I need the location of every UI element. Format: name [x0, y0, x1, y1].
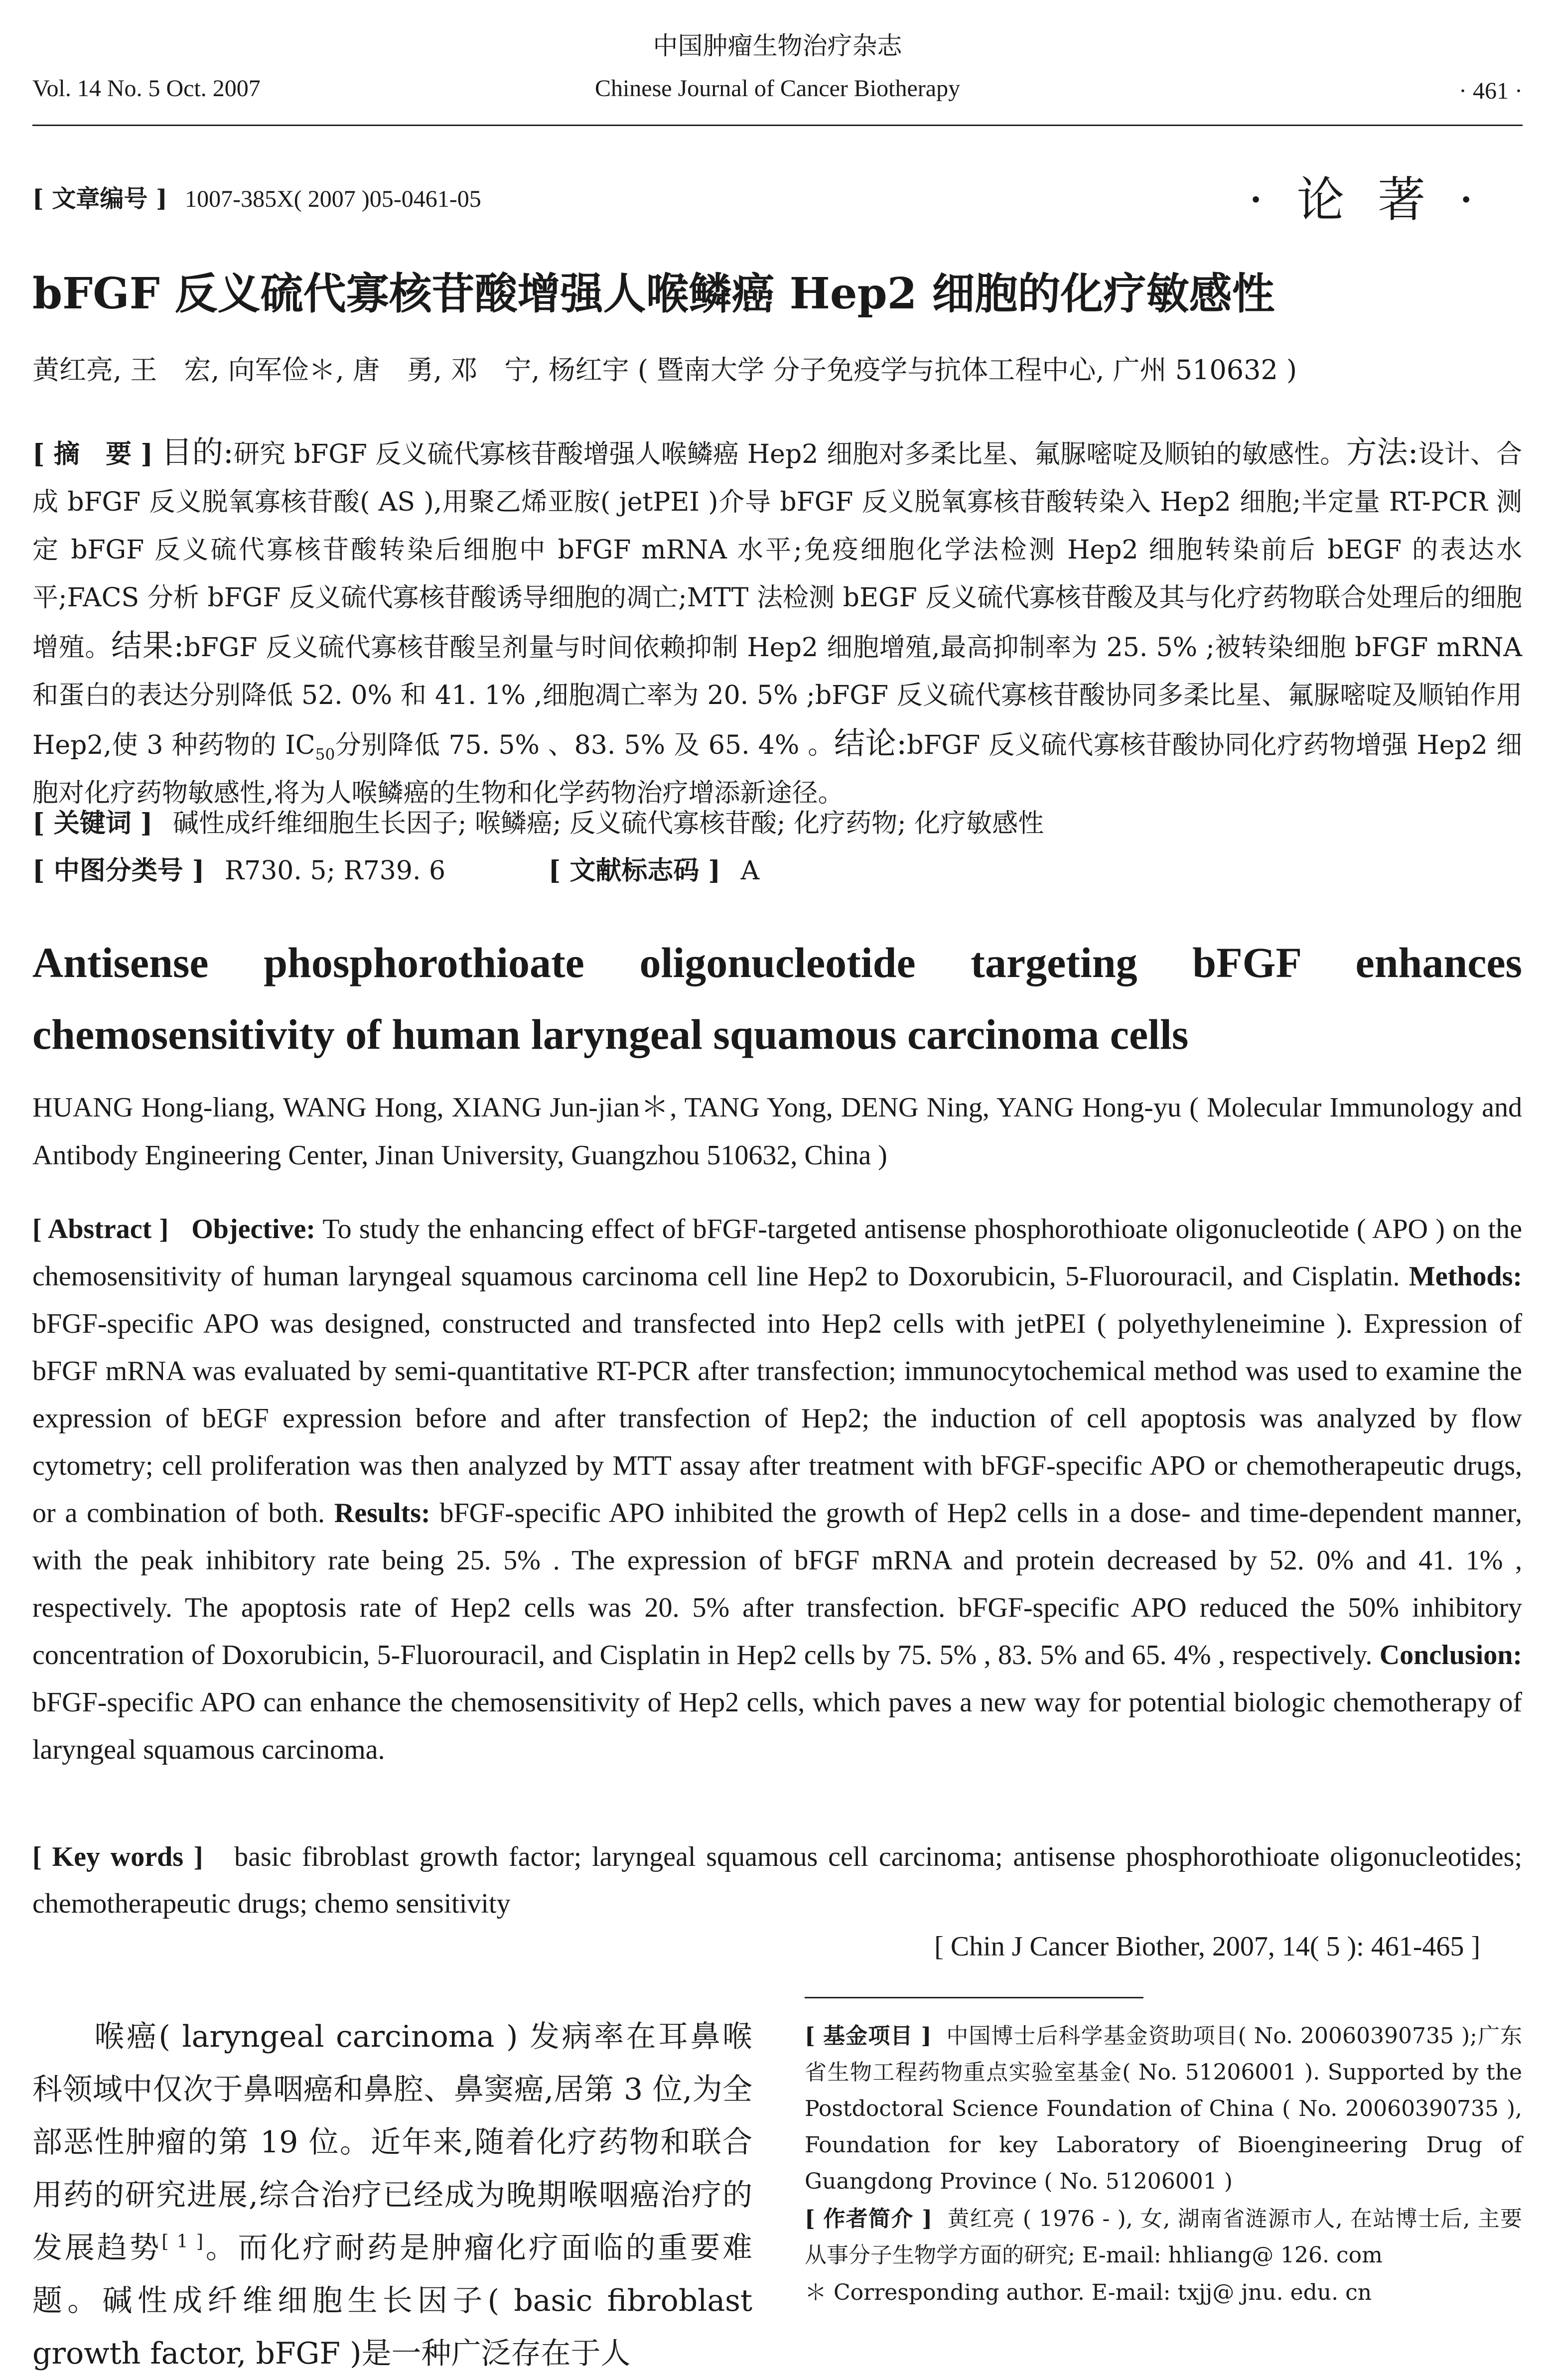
classification: [32, 849, 759, 887]
author-footnote: [805, 2201, 1522, 2273]
results-label-cn: 结果:: [111, 627, 184, 664]
article-number-value: 1007-385X( 2007 )05-0461-05: [185, 186, 481, 212]
journal-name-cn: 中国肿瘤生物治疗杂志: [653, 31, 902, 60]
abstract-en: [32, 1206, 1522, 1774]
objective-label-en: Objective:: [191, 1214, 316, 1245]
fund-text: 中国博士后科学基金资助项目( No. 20060390735 );广东省生物工程药物重点实验室基金( No. 51206001 ). Supported by the Postdoctoral Science Foundation of China ( No. 20060390735 ), Foundation for key Laboratory of Bioengineering Drug of Guangdong Province ( No. 51206001 ): [805, 2023, 1522, 2194]
author-bio-label: [ 作者简介 ]: [805, 2206, 933, 2232]
objective-cn: 研究 bFGF 反义硫代寡核苷酸增强人喉鳞癌 Hep2 细胞对多柔比星、氟脲嘧啶及顺铂的敏感性。: [233, 439, 1346, 469]
volume-info: Vol. 14 No. 5 Oct. 2007: [32, 75, 261, 102]
introduction-text: [32, 2010, 752, 2380]
authors-en: HUANG Hong-liang, WANG Hong, XIANG Jun-jian＊, TANG Yong, DENG Ning, YANG Hong-yu ( Molecular Immunology and Antibody Engineering Center, Jinan University, Guangzhou 510632, China ): [32, 1092, 1522, 1171]
results-label-en: Results:: [334, 1498, 430, 1529]
results-cn-cont: 分别降低 75. 5% 、83. 5% 及 65. 4% 。: [335, 730, 835, 760]
article-number: [32, 179, 481, 214]
objective-en: To study the enhancing effect of bFGF-targeted antisense phosphorothioate oligonucleotide ( APO ) on the chemosensitivity of human laryngeal squamous carcinoma cell line Hep2 to Doxorubicin, 5-Fluorouracil, and Cisplatin.: [32, 1214, 1522, 1292]
abstract-cn-label: [ 摘 要 ]: [32, 439, 153, 469]
paper-title-cn: bFGF 反义硫代寡核苷酸增强人喉鳞癌 Hep2 细胞的化疗敏感性: [32, 269, 1275, 319]
keywords-en-value: basic fibroblast growth factor; laryngeal squamous cell carcinoma; antisense phosphorothioate oligonucleotides; chemotherapeutic drugs; chemo sensitivity: [32, 1841, 1522, 1919]
fund-footnote: [805, 2018, 1522, 2200]
methods-en: bFGF-specific APO was designed, constructed and transfected into Hep2 cells with jetPEI ( polyethyleneimine ). Expression of bFGF mRNA was evaluated by semi-quantitative RT-PCR after transfection; immunocytochemical method was used to examine the expression of bEGF expression before and after transfection of Hep2; the induction of cell apoptosis was analyzed by flow cytometry; cell proliferation was then analyzed by MTT assay after treatment with bFGF-specific APO or chemotherapeutic drugs, or a combination of both.: [32, 1308, 1522, 1529]
paper-title-en: Antisense phosphorothioate oligonucleotide targeting bFGF enhances chemosensitivity of human laryngeal squamous carcinoma cells: [32, 939, 1522, 1058]
conclusion-en: bFGF-specific APO can enhance the chemosensitivity of Hep2 cells, which paves a new way for potential biologic chemotherapy of laryngeal squamous carcinoma.: [32, 1687, 1522, 1765]
corresponding-footnote: ＊ Corresponding author. E-mail: txjj@ jnu. edu. cn: [805, 2280, 1372, 2305]
footnote-divider: [805, 1997, 1143, 1998]
methods-cn: 设计、合成 bFGF 反义脱氧寡核苷酸( AS ),用聚乙烯亚胺( jetPEI )介导 bFGF 反义脱氧寡核苷酸转染入 Hep2 细胞;半定量 RT-PCR 测定 bFGF 反义硫代寡核苷酸转染后细胞中 bFGF mRNA 水平;免疫细胞化学法检测 Hep2 细胞转染前后 bEGF 的表达水平;FACS 分析 bFGF 反义硫代寡核苷酸诱导细胞的凋亡;MTT 法检测 bEGF 反义硫代寡核苷酸及其与化疗药物联合处理后的细胞增殖。: [32, 439, 1523, 663]
keywords-cn-value: 碱性成纤维细胞生长因子; 喉鳞癌; 反义硫代寡核苷酸; 化疗药物; 化疗敏感性: [172, 809, 1044, 839]
ic50-subscript: 50: [315, 745, 335, 764]
author-bio-text: 黄红亮 ( 1976 - ), 女, 湖南省涟源市人, 在站博士后, 主要从事分子生物学方面的研究; E-mail: hhliang@ 126. com: [805, 2206, 1522, 2268]
page-number: · 461 ·: [1459, 78, 1523, 104]
footnotes: [805, 2018, 1522, 2312]
citation: [ Chin J Cancer Biother, 2007, 14( 5 ): 461-465 ]: [934, 1931, 1480, 1962]
document-code-label: [ 文献标志码 ]: [548, 855, 721, 886]
results-cn: bFGF 反义硫代寡核苷酸呈剂量与时间依赖抑制 Hep2 细胞增殖,最高抑制率为 25. 5% ;被转染细胞 bFGF mRNA 和蛋白的表达分别降低 52. 0% 和 41. 1% ,细胞凋亡率为 20. 5% ;bFGF 反义硫代寡核苷酸协同多柔比星、氟脲嘧啶及顺铂作用 Hep2,使 3 种药物的 IC: [32, 633, 1522, 760]
fund-label: [ 基金项目 ]: [805, 2023, 932, 2049]
classification-label: [ 中图分类号 ]: [32, 855, 205, 886]
conclusion-cn: bFGF 反义硫代寡核苷酸协同化疗药物增强 Hep2 细胞对化疗药物敏感性,将为人喉鳞癌的生物和化学药物治疗增添新途径。: [32, 730, 1523, 808]
keywords-en: [32, 1833, 1522, 1927]
authors-cn: 黄红亮, 王 宏, 向军俭＊, 唐 勇, 邓 宁, 杨红宇 ( 暨南大学 分子免疫学与抗体工程中心, 广州 510632 ): [32, 354, 1297, 386]
results-en: bFGF-specific APO inhibited the growth of Hep2 cells in a dose- and time-dependent manner, with the peak inhibitory rate being 25. 5% . The expression of bFGF mRNA and protein decreased by 52. 0% and 41. 1% , respectively. The apoptosis rate of Hep2 cells was 20. 5% after transfection. bFGF-specific APO reduced the 50% inhibitory concentration of Doxorubicin, 5-Fluorouracil, and Cisplatin in Hep2 cells by 75. 5% , 83. 5% and 65. 4% , respectively.: [32, 1498, 1522, 1671]
abstract-en-label: [ Abstract ]: [32, 1214, 169, 1245]
header-divider: [32, 125, 1523, 126]
article-number-label: [ 文章编号 ]: [32, 185, 167, 213]
conclusion-label-cn: 结论:: [834, 725, 907, 761]
reference-marker[interactable]: [ 1 ]: [161, 2232, 203, 2252]
intro-text-part2: 。而化疗耐药是肿瘤化疗面临的重要难题。碱性成纤维细胞生长因子( basic fibroblast growth factor, bFGF )是一种广泛存在于人: [32, 2231, 752, 2371]
classification-value: R730. 5; R739. 6: [224, 856, 446, 886]
methods-label-en: Methods:: [1409, 1261, 1523, 1292]
abstract-cn: [32, 428, 1522, 817]
journal-name-en: Chinese Journal of Cancer Biotherapy: [594, 75, 961, 102]
methods-label-cn: 方法:: [1346, 434, 1418, 470]
document-code-value: A: [740, 856, 760, 886]
keywords-cn-label: [ 关键词 ]: [32, 808, 153, 839]
objective-label-cn: 目的:: [161, 434, 234, 470]
conclusion-label-en: Conclusion:: [1379, 1640, 1522, 1671]
section-tag: · 论 著 ·: [1248, 172, 1483, 228]
keywords-en-label: [ Key words ]: [32, 1841, 203, 1872]
keywords-cn: [32, 802, 1044, 840]
intro-text-part1: 喉癌( laryngeal carcinoma ) 发病率在耳鼻喉科领域中仅次于鼻咽癌和鼻腔、鼻窦癌,居第 3 位,为全部恶性肿瘤的第 19 位。近年来,随着化疗药物和联合用药的研究进展,综合治疗已经成为晚期喉咽癌治疗的发展趋势: [32, 2019, 752, 2265]
